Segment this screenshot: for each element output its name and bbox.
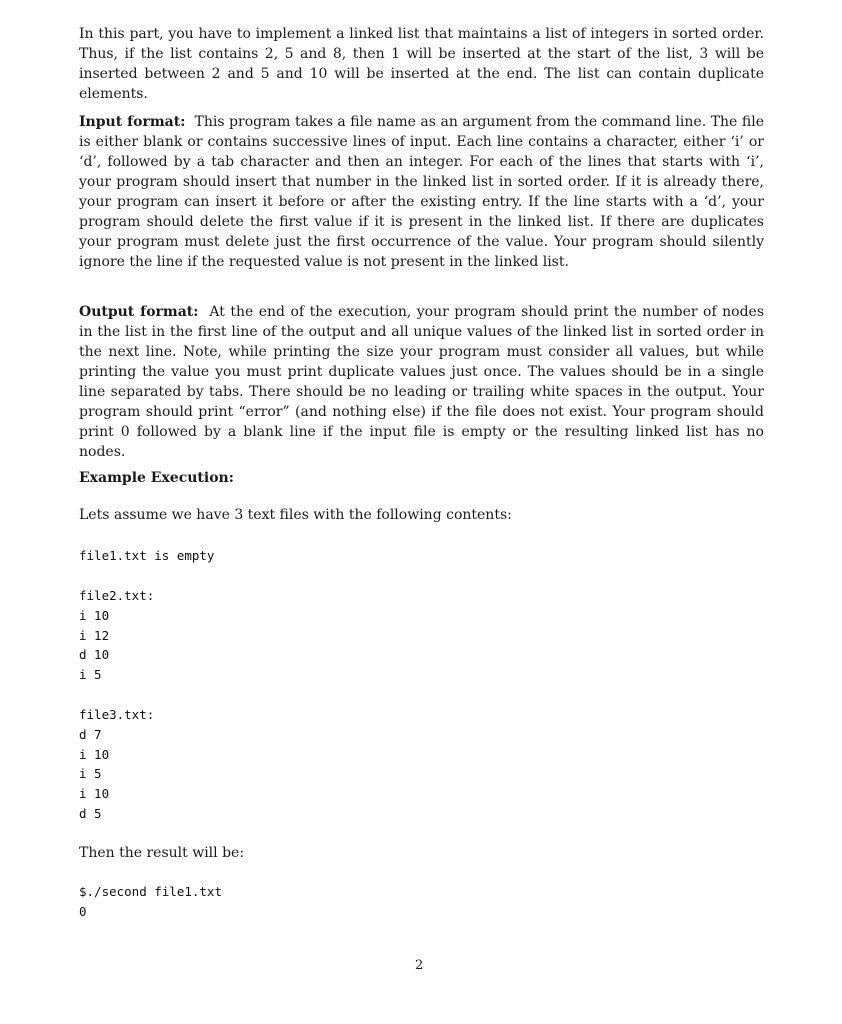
result-intro: Then the result will be:: [79, 845, 245, 861]
assume-text: Lets assume we have 3 text files with the following contents:: [79, 507, 512, 523]
file1-code: file1.txt is empty: [79, 548, 215, 563]
input-format-text: This program takes a file name as an argument from the command line. The file is either blank or contains successive lines of input. Each line contains a character, either ‘i’ or ‘d’, followed by a tab character and then an integer. For each of the lines that starts with ‘i’, your program should insert that number in the linked list in sorted order. If it is already there, your program can insert it before or after the existing entry. If the line starts with a ‘d’, your program should delete the first value if it is present in the linked list. If there are duplicates your program must delete just the first occurrence of the value. Your program should silently ignore the line if the requested value is not present in the linked list.: [79, 114, 764, 270]
output-format-label: Output format:: [79, 304, 199, 320]
file2-code: file2.txt: i 10 i 12 d 10 i 5: [79, 588, 155, 683]
page-number: 2: [415, 958, 424, 973]
file3-code: file3.txt: d 7 i 10 i 5 i 10 d 5: [79, 707, 155, 821]
output-format-text: At the end of the execution, your program should print the number of nodes in the list in the first line of the output and all unique values of the linked list in sorted order in the next line. Note, while printing the size your program must consider all values, but while printing the value you must print duplicate values just once. The values should be in a single line separated by tabs. There should be no leading or trailing white spaces in the output. Your program should print “error” (and nothing else) if the file does not exist. Your program should print 0 followed by a blank line if the input file is empty or the resulting linked list has no nodes.: [79, 304, 765, 460]
output-format-paragraph: [79, 302, 764, 462]
input-format-paragraph: [79, 112, 764, 272]
input-format-label: Input format:: [79, 114, 186, 130]
intro-paragraph: In this part, you have to implement a linked list that maintains a list of integers in sorted order. Thus, if the list contains 2, 5 and 8, then 1 will be inserted at the start of the list, 3 will be inserted between 2 and 5 and 10 will be inserted at the end. The list can contain duplicate elements.: [79, 26, 764, 102]
run1-code: $./second file1.txt 0: [79, 884, 222, 919]
example-heading: Example Execution:: [79, 470, 234, 486]
